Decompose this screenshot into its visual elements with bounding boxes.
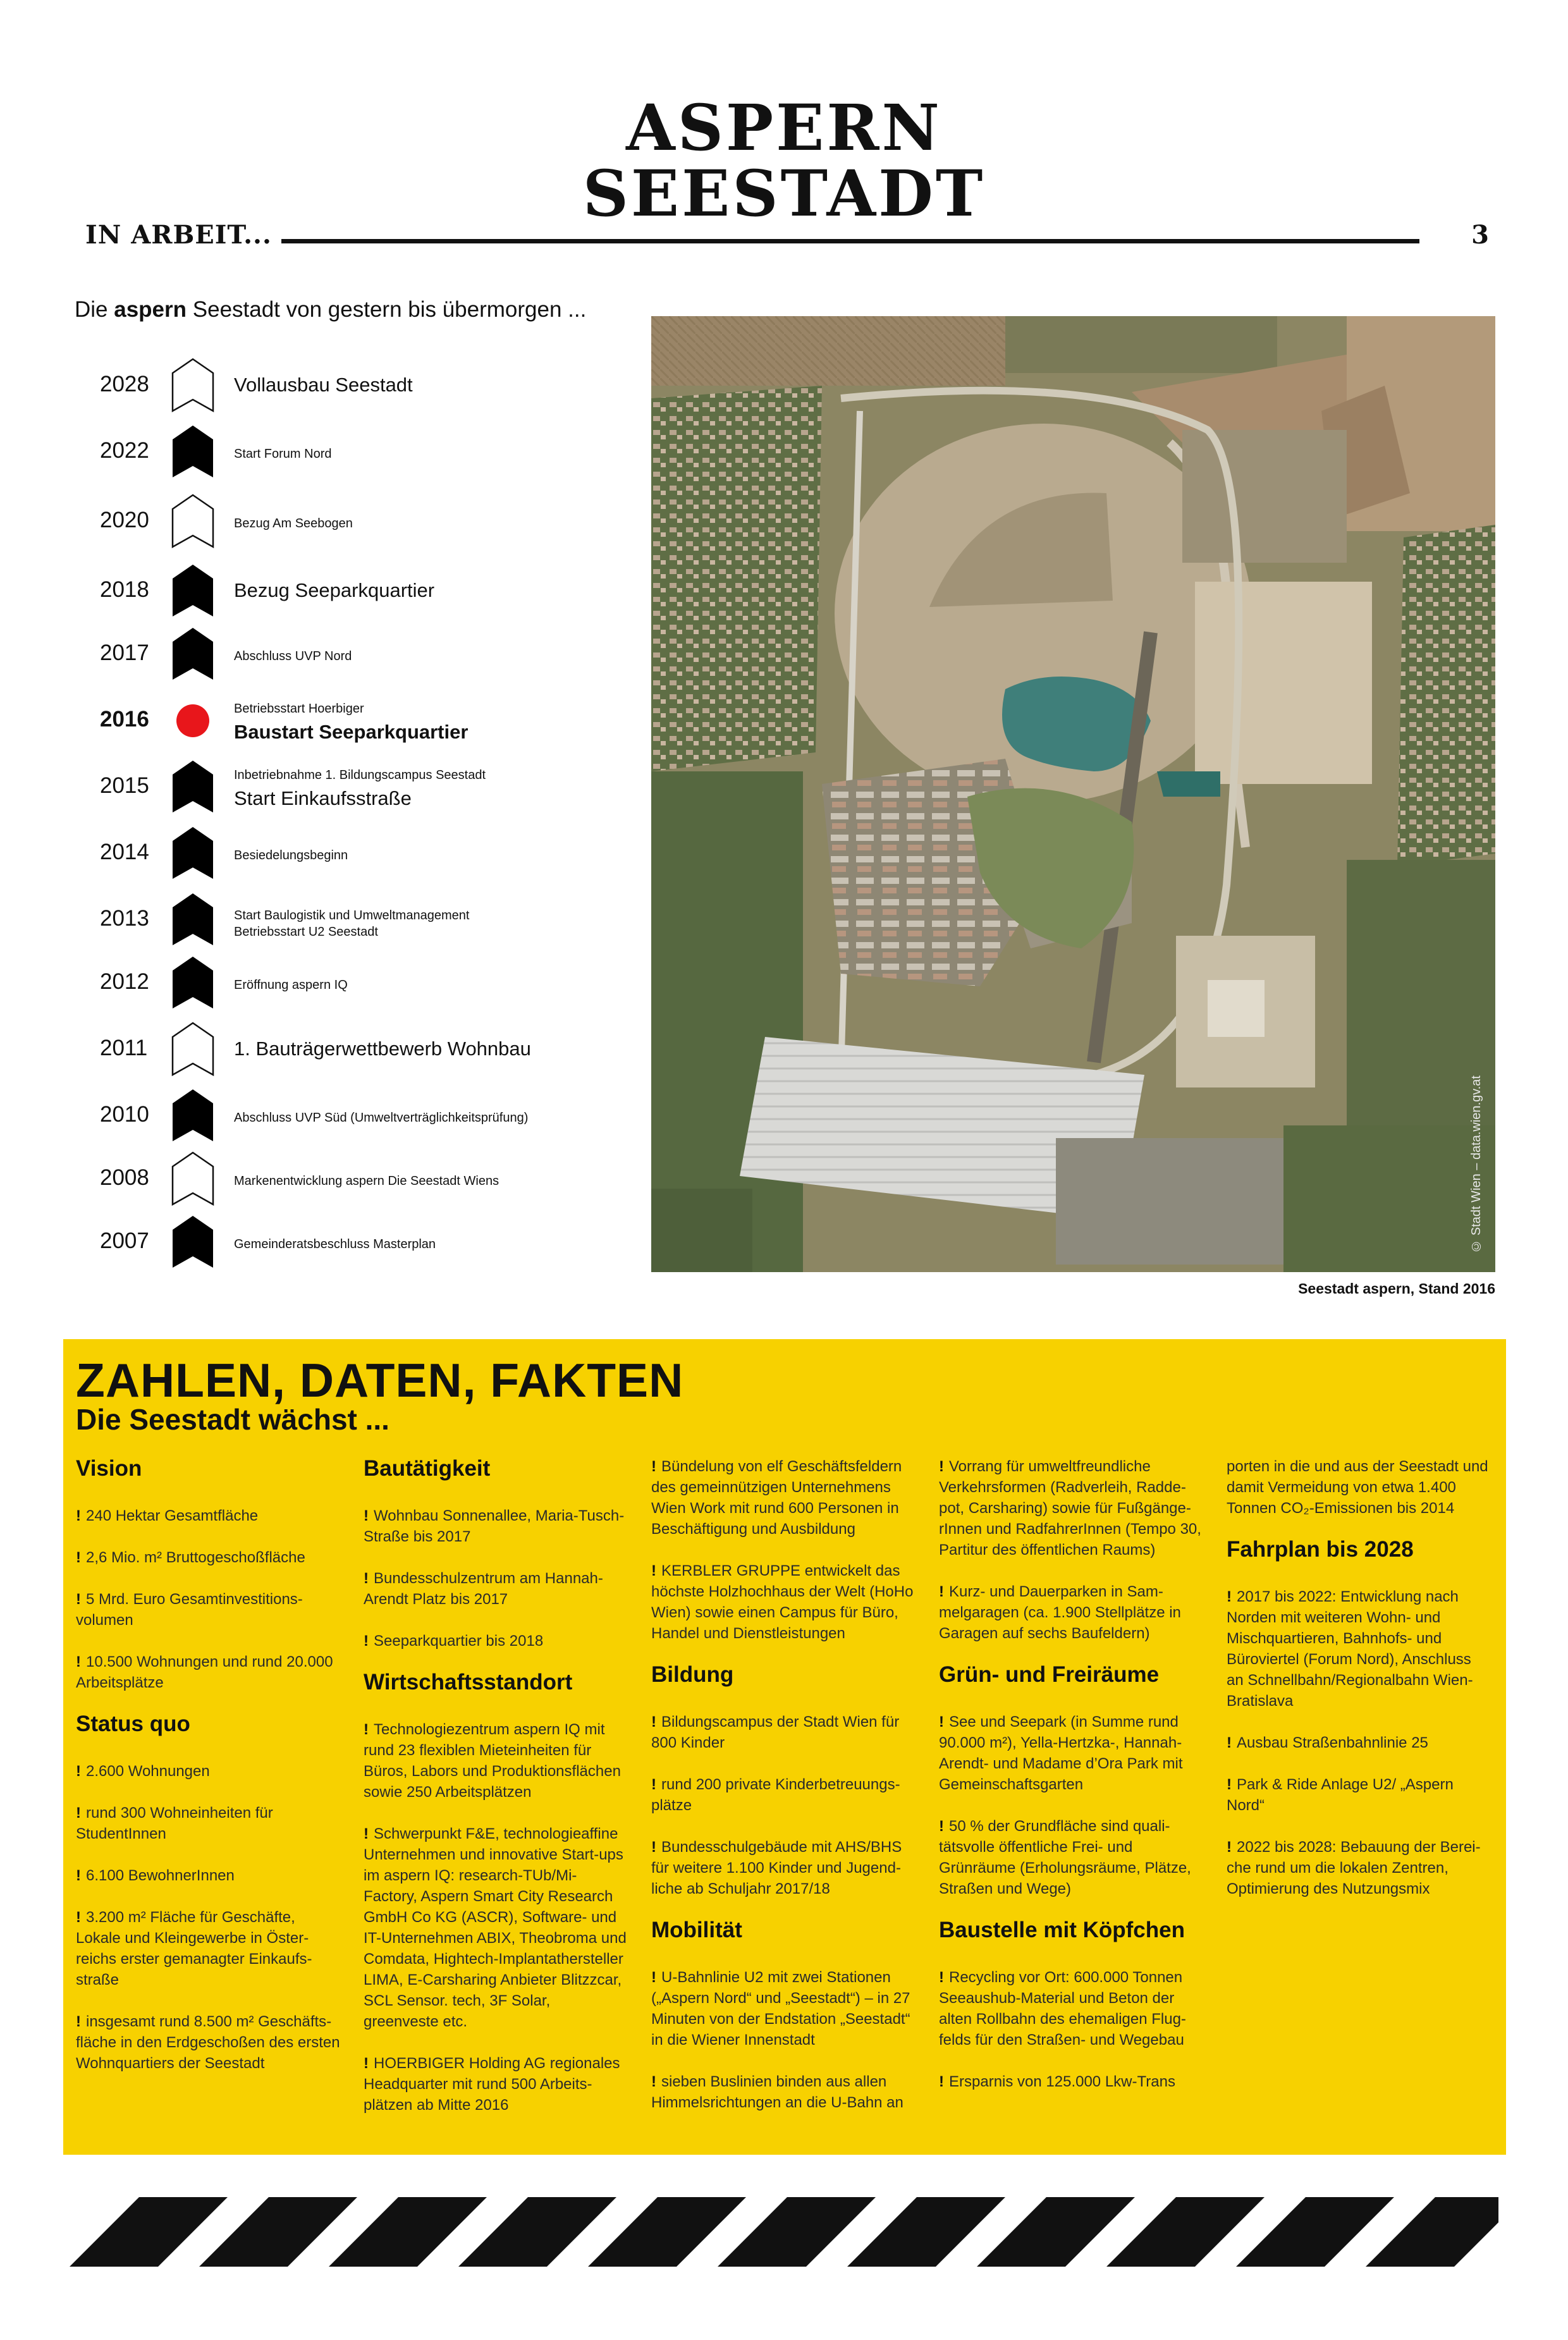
exclamation-icon: ! — [364, 1825, 369, 1842]
timeline-label: Betriebsstart Hoerbiger Baustart Seeparkquartier — [234, 702, 469, 743]
section-heading: Status quo — [76, 1712, 190, 1736]
exclamation-icon: ! — [1227, 1734, 1232, 1751]
fact-item: ! 6.100 BewohnerInnen — [76, 1867, 235, 1884]
exclamation-icon: ! — [1227, 1839, 1232, 1856]
chevron-filled-icon — [171, 822, 221, 885]
exclamation-icon: ! — [76, 1867, 81, 1884]
chevron-outline-icon — [171, 1018, 221, 1081]
timeline-entry — [95, 623, 626, 686]
timeline-intro: Die aspern Seestadt von gestern bis übermorgen ... — [75, 297, 587, 322]
timeline-label: Start Forum Nord — [234, 447, 332, 461]
section-heading: Fahrplan bis 2028 — [1227, 1537, 1414, 1562]
fact-item: ! 2,6 Mio. m² Bruttogeschoßfläche — [76, 1549, 305, 1566]
timeline-label: Eröffnung aspern IQ — [234, 978, 348, 992]
exclamation-icon: ! — [1227, 1588, 1232, 1605]
hazard-stripe — [458, 2197, 616, 2267]
timeline-label: Abschluss UVP Nord — [234, 649, 352, 663]
exclamation-icon: ! — [939, 1969, 944, 1986]
chevron-outline-icon — [171, 490, 221, 553]
facts-column — [1227, 1456, 1492, 1920]
timeline-label: 1. Bauträgerwettbewerb Wohnbau — [234, 1038, 531, 1060]
fact-text: porten in die und aus der Seestadt und damit Vermeidung von etwa 1.400 Tonnen CO₂-Emissionen bis 2014 — [1227, 1458, 1488, 1517]
section-heading: Vision — [76, 1456, 142, 1481]
exclamation-icon: ! — [939, 1458, 944, 1475]
exclamation-icon: ! — [76, 2013, 81, 2030]
section-heading: Mobilität — [651, 1918, 742, 1942]
chevron-filled-icon — [171, 1084, 221, 1148]
fact-item: ! insgesamt rund 8.500 m² Geschäftsfläche in den Erdgeschoßen des ersten Wohnquartiers der Seestadt — [76, 2013, 340, 2072]
facts-column — [364, 1456, 629, 2136]
fact-item: ! U-Bahnlinie U2 mit zwei Stationen („Aspern Nord“ und „Seestadt“) – in 27 Minuten von der Endstation „Seestadt“ in die Wiener Innenstadt — [651, 1969, 910, 2049]
hazard-stripe — [718, 2197, 876, 2267]
fact-item: ! Ersparnis von 125.000 Lkw-Trans — [939, 2073, 1175, 2090]
section-heading: Baustelle mit Köpfchen — [939, 1918, 1185, 1942]
exclamation-icon: ! — [76, 1507, 81, 1524]
chevron-outline-icon — [171, 1148, 221, 1211]
timeline-year: 2028 — [100, 372, 149, 396]
timeline-entry — [95, 560, 626, 623]
timeline-label: Start Baulogistik und Umweltmanagement Betriebsstart U2 Seestadt — [234, 909, 470, 939]
exclamation-icon: ! — [939, 1583, 944, 1600]
fact-item: ! Recycling vor Ort: 600.000 Tonnen Seeaushub-Material und Beton der alten Rollbahn des ehemaligen Flugfelds für den Straßen- und Wegebau — [939, 1969, 1186, 2049]
aerial-photo-illustration — [651, 316, 1495, 1272]
aerial-photo — [651, 316, 1495, 1272]
timeline-year: 2013 — [100, 906, 149, 931]
fact-item: ! See und Seepark (in Summe rund 90.000 m²), Yella-Hertzka-, Hannah-Arendt- und Madame d’Ora Park mit Gemeinschaftsgarten — [939, 1713, 1183, 1793]
fact-item: ! Bildungscampus der Stadt Wien für 800 Kinder — [651, 1713, 900, 1751]
hazard-stripe — [1106, 2197, 1265, 2267]
timeline-label: Besiedelungsbeginn — [234, 848, 348, 862]
exclamation-icon: ! — [939, 1713, 944, 1730]
title-line-1: ASPERN — [626, 90, 942, 165]
timeline-entry — [95, 1084, 626, 1148]
hazard-stripe — [199, 2197, 357, 2267]
fact-item: ! Technologiezentrum aspern IQ mit rund 23 flexiblen Mieteinheiten für Büros, Labors und Produktionsflächen sowie 250 Arbeitsplätzen — [364, 1721, 621, 1801]
fact-item: ! Schwerpunkt F&E, technologieaffine Unternehmen und innovative Start-ups im aspern IQ: research-TUb/Mi-Factory, Aspern Smart City Research GmbH Co KG (ASCR), Software- und IT-Unternehmen ABIX, Theobroma und Comdata, Hightech-Implantathersteller LIMA, E-Carsharing Anbieter Blitzzcar, SCL Sensor. tech, 3F Solar, greenveste etc. — [364, 1825, 627, 2030]
hazard-stripe — [329, 2197, 487, 2267]
photo-credit: © Stadt Wien – data.wien.gv.at — [1469, 1075, 1483, 1253]
timeline-entry — [95, 822, 626, 885]
timeline-label: Markenentwicklung aspern Die Seestadt Wiens — [234, 1174, 499, 1188]
exclamation-icon: ! — [651, 1969, 656, 1986]
timeline-year: 2015 — [100, 773, 149, 798]
facts-column — [651, 1456, 917, 2134]
exclamation-icon: ! — [939, 2073, 944, 2090]
facts-title: ZAHLEN, DATEN, FAKTEN — [76, 1354, 684, 1407]
facts-column — [76, 1456, 341, 2095]
timeline-label: Gemeinderatsbeschluss Masterplan — [234, 1237, 436, 1251]
exclamation-icon: ! — [76, 1591, 81, 1608]
exclamation-icon: ! — [364, 1721, 369, 1738]
timeline-entry — [95, 420, 626, 484]
exclamation-icon: ! — [364, 1507, 369, 1524]
fact-item: ! 50 % der Grundfläche sind qualitätsvolle öffentliche Frei- und Grünräume (Erholungsräume, Plätze, Straßen und Wege) — [939, 1818, 1191, 1897]
masthead-title — [0, 90, 1568, 231]
fact-item: ! rund 200 private Kinderbetreuungsplätze — [651, 1776, 900, 1814]
section-heading: Grün- und Freiräume — [939, 1662, 1160, 1687]
fact-item: ! Vorrang für umweltfreundliche Verkehrsformen (Radverleih, Raddepot, Carsharing) sowie für FußgängerInnen und RadfahrerInnen (Tempo 30, Partitur des öffentlichen Raums) — [939, 1458, 1201, 1559]
timeline-entry — [95, 952, 626, 1015]
hazard-stripe — [1236, 2197, 1394, 2267]
chevron-filled-icon — [171, 1211, 221, 1274]
timeline-label: Inbetriebnahme 1. Bildungscampus Seestadt Start Einkaufsstraße — [234, 768, 486, 809]
hazard-stripe — [977, 2197, 1135, 2267]
timeline-entry — [95, 888, 626, 952]
fact-item: ! 3.200 m² Fläche für Geschäfte, Lokale und Kleingewerbe in Österreichs erster gemanagter Einkaufsstraße — [76, 1909, 312, 1988]
timeline-year: 2008 — [100, 1165, 149, 1190]
chevron-filled-icon — [171, 623, 221, 686]
kicker-row — [85, 220, 1489, 258]
exclamation-icon: ! — [364, 2055, 369, 2072]
timeline-entry — [95, 490, 626, 553]
fact-item: ! KERBLER GRUPPE entwickelt das höchste Holzhochhaus der Welt (HoHo Wien) sowie einen Campus für Büro, Handel und Dienstleistungen — [651, 1562, 914, 1642]
fact-item: ! Wohnbau Sonnenallee, Maria-Tusch-Straße bis 2017 — [364, 1507, 625, 1545]
exclamation-icon: ! — [76, 1549, 81, 1566]
fact-item: ! sieben Buslinien binden aus allen Himmelsrichtungen an die U-Bahn an — [651, 2073, 903, 2111]
fact-item: ! Park & Ride Anlage U2/ „Aspern Nord“ — [1227, 1776, 1454, 1814]
exclamation-icon: ! — [651, 1839, 656, 1856]
chevron-filled-icon — [171, 952, 221, 1015]
fact-item: ! 240 Hektar Gesamtfläche — [76, 1507, 259, 1524]
timeline-year: 2010 — [100, 1102, 149, 1127]
fact-item: ! Kurz- und Dauerparken in Sammelgaragen (ca. 1.900 Stellplätze in Garagen auf sechs Baufeldern) — [939, 1583, 1181, 1642]
timeline-year: 2011 — [100, 1036, 148, 1060]
timeline-year: 2022 — [100, 438, 149, 463]
photo-caption: Seestadt aspern, Stand 2016 — [1298, 1280, 1495, 1297]
section-heading: Wirtschaftsstandort — [364, 1670, 573, 1694]
hazard-stripe — [847, 2197, 1005, 2267]
chevron-outline-icon — [171, 354, 221, 417]
kicker-rule — [281, 239, 1419, 243]
exclamation-icon: ! — [651, 1562, 656, 1579]
title-line-2: SEESTADT — [582, 156, 986, 231]
fact-item: ! 2.600 Wohnungen — [76, 1763, 210, 1780]
timeline-entry — [95, 689, 626, 752]
chevron-filled-icon — [171, 560, 221, 623]
fact-item: ! 5 Mrd. Euro Gesamtinvestitionsvolumen — [76, 1591, 303, 1629]
timeline-dot-icon — [171, 689, 221, 752]
fact-item: ! HOERBIGER Holding AG regionales Headquarter mit rund 500 Arbeitsplätzen ab Mitte 2016 — [364, 2055, 620, 2114]
timeline-entry — [95, 756, 626, 819]
section-heading: Bildung — [651, 1662, 734, 1687]
exclamation-icon: ! — [651, 1458, 656, 1475]
page-number: 3 — [1471, 220, 1489, 250]
hazard-stripe — [588, 2197, 746, 2267]
fact-item: ! Bundesschulgebäude mit AHS/BHS für weitere 1.100 Kinder und Jugendliche ab Schuljahr 2017/18 — [651, 1839, 902, 1897]
timeline-label: Abschluss UVP Süd (Umweltverträglichkeitsprüfung) — [234, 1111, 529, 1125]
timeline-label: Vollausbau Seestadt — [234, 374, 413, 396]
hazard-stripe — [1366, 2197, 1498, 2267]
exclamation-icon: ! — [939, 1818, 944, 1835]
fact-item: ! 2022 bis 2028: Bebauung der Bereiche rund um die lokalen Zentren, Optimierung des Nutzungsmix — [1227, 1839, 1481, 1897]
timeline-label: Bezug Seeparkquartier — [234, 579, 435, 601]
timeline-entry — [95, 354, 626, 417]
timeline-entry — [95, 1148, 626, 1211]
chevron-filled-icon — [171, 420, 221, 484]
exclamation-icon: ! — [76, 1909, 81, 1926]
fact-item: ! 2017 bis 2022: Entwicklung nach Norden mit weiteren Wohn- und Mischquartieren, Bahnhofs- und Büroviertel (Forum Nord), Anschluss an Schnellbahn/Regionalbahn Wien-Bratislava — [1227, 1588, 1473, 1710]
exclamation-icon: ! — [651, 2073, 656, 2090]
timeline-year: 2018 — [100, 577, 149, 602]
fact-item: ! Bundesschulzentrum am Hannah-Arendt Platz bis 2017 — [364, 1570, 603, 1608]
hazard-stripes — [70, 2197, 1498, 2267]
fact-item: ! Seeparkquartier bis 2018 — [364, 1632, 544, 1650]
exclamation-icon: ! — [364, 1570, 369, 1587]
facts-subtitle: Die Seestadt wächst ... — [76, 1403, 389, 1436]
timeline-label: Bezug Am Seebogen — [234, 517, 353, 530]
chevron-filled-icon — [171, 756, 221, 819]
exclamation-icon: ! — [1227, 1776, 1232, 1793]
timeline-year: 2007 — [100, 1228, 149, 1253]
exclamation-icon: ! — [76, 1653, 81, 1670]
chevron-filled-icon — [171, 888, 221, 952]
hazard-stripe — [70, 2197, 228, 2267]
fact-item: ! Ausbau Straßenbahnlinie 25 — [1227, 1734, 1428, 1751]
facts-column — [939, 1456, 1204, 2113]
kicker-label: IN ARBEIT... — [85, 220, 272, 250]
timeline-year: 2012 — [100, 969, 149, 994]
exclamation-icon: ! — [76, 1763, 81, 1780]
exclamation-icon: ! — [651, 1713, 656, 1730]
exclamation-icon: ! — [364, 1632, 369, 1650]
exclamation-icon: ! — [76, 1804, 81, 1822]
timeline-year: 2020 — [100, 508, 149, 532]
timeline-year: 2016 — [100, 707, 149, 732]
timeline-entry — [95, 1211, 626, 1274]
timeline-entry — [95, 1018, 626, 1081]
section-heading: Bautätigkeit — [364, 1456, 491, 1481]
fact-item: ! Bündelung von elf Geschäftsfeldern des gemeinnützigen Unternehmens Wien Work mit rund 600 Personen in Beschäftigung und Ausbildung — [651, 1458, 902, 1538]
fact-item: ! 10.500 Wohnungen und rund 20.000 Arbeitsplätze — [76, 1653, 333, 1691]
facts-box — [63, 1339, 1506, 2155]
exclamation-icon: ! — [651, 1776, 656, 1793]
timeline-year: 2014 — [100, 840, 149, 864]
timeline-year: 2017 — [100, 640, 149, 665]
fact-item: ! rund 300 Wohneinheiten für StudentInnen — [76, 1804, 273, 1842]
